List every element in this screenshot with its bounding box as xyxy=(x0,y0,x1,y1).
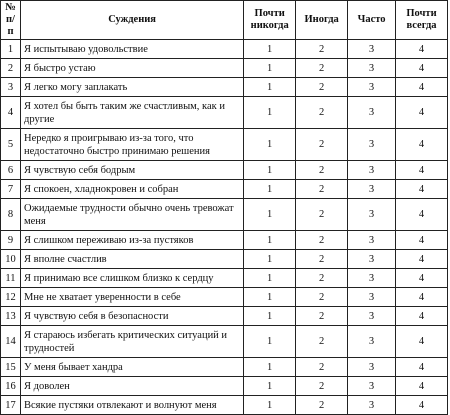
option-often[interactable]: 3 xyxy=(348,129,396,161)
option-sometimes[interactable]: 2 xyxy=(296,97,348,129)
option-sometimes[interactable]: 2 xyxy=(296,40,348,59)
option-often[interactable]: 3 xyxy=(348,59,396,78)
row-statement: Я вполне счастлив xyxy=(20,250,243,269)
option-never[interactable]: 1 xyxy=(244,40,296,59)
option-often[interactable]: 3 xyxy=(348,326,396,358)
option-never[interactable]: 1 xyxy=(244,326,296,358)
row-number: 4 xyxy=(1,97,21,129)
option-often[interactable]: 3 xyxy=(348,269,396,288)
row-statement: Я легко могу заплакать xyxy=(20,78,243,97)
option-sometimes[interactable]: 2 xyxy=(296,288,348,307)
option-sometimes[interactable]: 2 xyxy=(296,396,348,415)
option-never[interactable]: 1 xyxy=(244,250,296,269)
table-row xyxy=(1,326,448,358)
option-never[interactable]: 1 xyxy=(244,231,296,250)
row-number: 9 xyxy=(1,231,21,250)
table-row xyxy=(1,231,448,250)
row-number: 1 xyxy=(1,40,21,59)
option-often[interactable]: 3 xyxy=(348,396,396,415)
option-sometimes[interactable]: 2 xyxy=(296,129,348,161)
row-number: 14 xyxy=(1,326,21,358)
table-row xyxy=(1,40,448,59)
table-row xyxy=(1,78,448,97)
table-row xyxy=(1,199,448,231)
row-statement: Я быстро устаю xyxy=(20,59,243,78)
option-often[interactable]: 3 xyxy=(348,180,396,199)
header-sometimes: Иногда xyxy=(296,1,348,40)
row-number: 6 xyxy=(1,161,21,180)
option-often[interactable]: 3 xyxy=(348,307,396,326)
table-row xyxy=(1,59,448,78)
table-row xyxy=(1,396,448,415)
option-always[interactable]: 4 xyxy=(396,231,448,250)
option-always[interactable]: 4 xyxy=(396,97,448,129)
row-statement: Я хотел бы быть таким же счастливым, как и другие xyxy=(20,97,243,129)
option-sometimes[interactable]: 2 xyxy=(296,377,348,396)
table-row xyxy=(1,129,448,161)
option-always[interactable]: 4 xyxy=(396,59,448,78)
option-never[interactable]: 1 xyxy=(244,307,296,326)
option-sometimes[interactable]: 2 xyxy=(296,199,348,231)
row-statement: Всякие пустяки отвлекают и волнуют меня xyxy=(20,396,243,415)
option-often[interactable]: 3 xyxy=(348,199,396,231)
row-statement: Я испытываю удовольствие xyxy=(20,40,243,59)
option-always[interactable]: 4 xyxy=(396,40,448,59)
option-always[interactable]: 4 xyxy=(396,78,448,97)
option-often[interactable]: 3 xyxy=(348,358,396,377)
table-row xyxy=(1,97,448,129)
option-never[interactable]: 1 xyxy=(244,377,296,396)
table-row xyxy=(1,161,448,180)
option-sometimes[interactable]: 2 xyxy=(296,78,348,97)
option-often[interactable]: 3 xyxy=(348,161,396,180)
row-number: 7 xyxy=(1,180,21,199)
header-num: № п/п xyxy=(1,1,21,40)
option-always[interactable]: 4 xyxy=(396,288,448,307)
table-row xyxy=(1,250,448,269)
option-often[interactable]: 3 xyxy=(348,40,396,59)
option-never[interactable]: 1 xyxy=(244,97,296,129)
option-never[interactable]: 1 xyxy=(244,129,296,161)
option-often[interactable]: 3 xyxy=(348,250,396,269)
option-often[interactable]: 3 xyxy=(348,288,396,307)
option-never[interactable]: 1 xyxy=(244,180,296,199)
option-sometimes[interactable]: 2 xyxy=(296,250,348,269)
option-sometimes[interactable]: 2 xyxy=(296,161,348,180)
option-always[interactable]: 4 xyxy=(396,307,448,326)
option-always[interactable]: 4 xyxy=(396,377,448,396)
row-number: 16 xyxy=(1,377,21,396)
option-always[interactable]: 4 xyxy=(396,199,448,231)
row-number: 10 xyxy=(1,250,21,269)
option-often[interactable]: 3 xyxy=(348,231,396,250)
table-row xyxy=(1,288,448,307)
option-never[interactable]: 1 xyxy=(244,161,296,180)
row-number: 17 xyxy=(1,396,21,415)
row-statement: Мне не хватает уверенности в себе xyxy=(20,288,243,307)
option-often[interactable]: 3 xyxy=(348,97,396,129)
row-statement: Я доволен xyxy=(20,377,243,396)
header-never: Почти никогда xyxy=(244,1,296,40)
row-number: 2 xyxy=(1,59,21,78)
row-number: 12 xyxy=(1,288,21,307)
option-never[interactable]: 1 xyxy=(244,396,296,415)
table-row xyxy=(1,180,448,199)
option-often[interactable]: 3 xyxy=(348,377,396,396)
option-sometimes[interactable]: 2 xyxy=(296,269,348,288)
row-number: 8 xyxy=(1,199,21,231)
option-always[interactable]: 4 xyxy=(396,326,448,358)
row-statement: Я принимаю все слишком близко к сердцу xyxy=(20,269,243,288)
row-number: 15 xyxy=(1,358,21,377)
row-statement: Я чувствую себя в безопасности xyxy=(20,307,243,326)
table-header-row xyxy=(1,1,448,40)
table-row xyxy=(1,358,448,377)
row-statement: Я чувствую себя бодрым xyxy=(20,161,243,180)
header-always: Почти всегда xyxy=(396,1,448,40)
option-always[interactable]: 4 xyxy=(396,161,448,180)
option-always[interactable]: 4 xyxy=(396,396,448,415)
option-never[interactable]: 1 xyxy=(244,199,296,231)
option-often[interactable]: 3 xyxy=(348,78,396,97)
row-statement: Ожидаемые трудности обычно очень тревожат меня xyxy=(20,199,243,231)
option-always[interactable]: 4 xyxy=(396,180,448,199)
row-number: 5 xyxy=(1,129,21,161)
option-never[interactable]: 1 xyxy=(244,288,296,307)
option-never[interactable]: 1 xyxy=(244,59,296,78)
option-always[interactable]: 4 xyxy=(396,250,448,269)
option-sometimes[interactable]: 2 xyxy=(296,231,348,250)
row-statement: Нередко я проигрываю из-за того, что недостаточно быстро принимаю решения xyxy=(20,129,243,161)
table-body xyxy=(1,40,448,415)
table-row xyxy=(1,269,448,288)
option-never[interactable]: 1 xyxy=(244,358,296,377)
option-sometimes[interactable]: 2 xyxy=(296,59,348,78)
option-never[interactable]: 1 xyxy=(244,78,296,97)
row-statement: Я спокоен, хладнокровен и собран xyxy=(20,180,243,199)
row-statement: Я слишком переживаю из-за пустяков xyxy=(20,231,243,250)
option-never[interactable]: 1 xyxy=(244,269,296,288)
table-row xyxy=(1,307,448,326)
option-sometimes[interactable]: 2 xyxy=(296,180,348,199)
row-number: 13 xyxy=(1,307,21,326)
option-always[interactable]: 4 xyxy=(396,269,448,288)
option-always[interactable]: 4 xyxy=(396,129,448,161)
table-row xyxy=(1,377,448,396)
header-often: Часто xyxy=(348,1,396,40)
option-sometimes[interactable]: 2 xyxy=(296,307,348,326)
header-statement: Суждения xyxy=(20,1,243,40)
option-sometimes[interactable]: 2 xyxy=(296,326,348,358)
row-statement: Я стараюсь избегать критических ситуаций и трудностей xyxy=(20,326,243,358)
row-number: 3 xyxy=(1,78,21,97)
option-sometimes[interactable]: 2 xyxy=(296,358,348,377)
row-statement: У меня бывает хандра xyxy=(20,358,243,377)
option-always[interactable]: 4 xyxy=(396,358,448,377)
row-number: 11 xyxy=(1,269,21,288)
